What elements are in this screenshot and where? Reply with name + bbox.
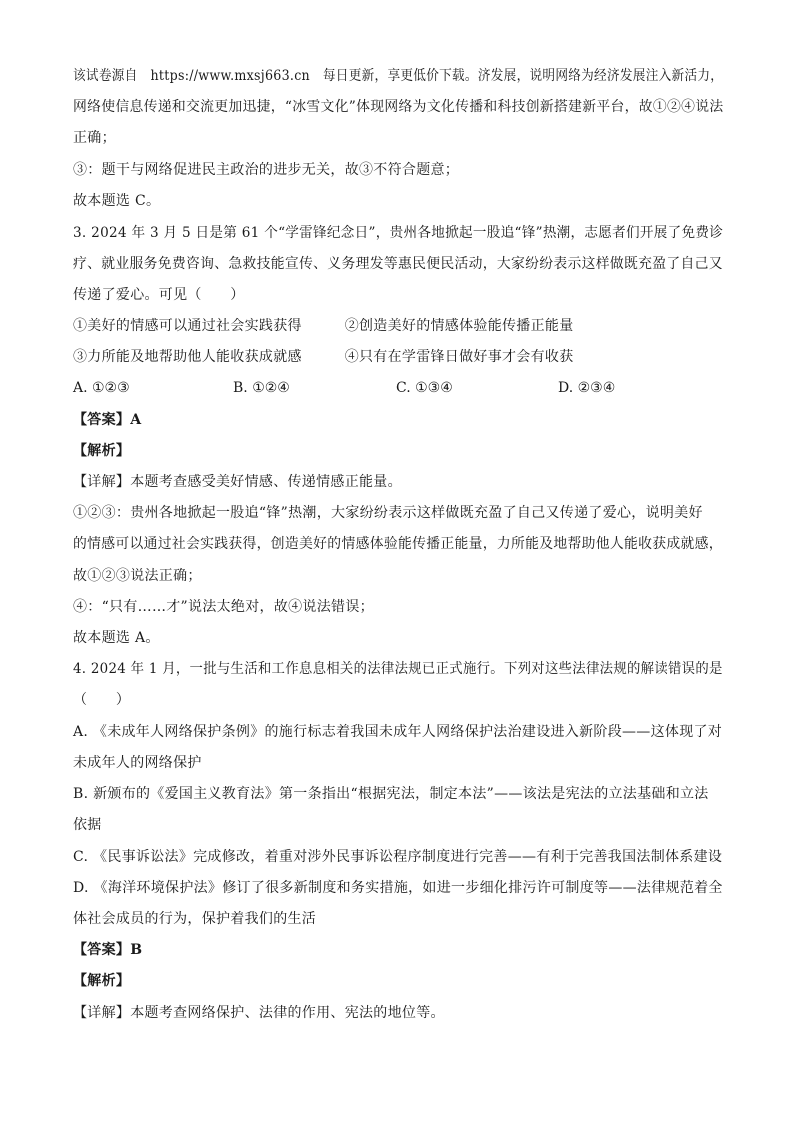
option-c: C. 《民事诉讼法》完成修改，着重对涉外民事诉讼程序制度进行完善——有利于完善我国法制体系建设	[73, 849, 723, 865]
statement-line: ①美好的情感可以通过社会实践获得 ②创造美好的情感体验能传播正能量	[73, 318, 574, 334]
question-4-stem: 4. 2024 年 1 月，一批与生活和工作息息相关的法律法规已正式施行。下列对这些法律法规的解读错误的是	[73, 661, 723, 677]
text-line: 故本题选 C。	[73, 193, 161, 209]
answer-label: 【答案】A	[73, 412, 142, 428]
text-line: 故①②③说法正确；	[73, 568, 202, 584]
analysis-label: 【解析】	[73, 973, 131, 989]
text-line: 传递了爱心。可见（ ）	[73, 287, 245, 303]
text-line: （ ）	[73, 692, 131, 708]
text-line: 未成年人的网络保护	[73, 755, 202, 771]
option-b: B. ①②④	[233, 380, 290, 396]
option-a: A. 《未成年人网络保护条例》的施行标志着我国未成年人网络保护法治建设进入新阶段——这体现了对	[73, 724, 723, 740]
text-line: 该试卷源自 https://www.mxsj663.cn 每日更新，享更低价下载。济发展，说明网络为经济发展注入新活力，	[73, 68, 724, 84]
option-b: B. 新颁布的《爱国主义教育法》第一条指出“根据宪法，制定本法”——该法是宪法的立法基础和立法	[73, 786, 709, 802]
question-3-stem: 3. 2024 年 3 月 5 日是第 61 个“学雷锋纪念日”，贵州各地掀起一股追“锋”热潮，志愿者们开展了免费诊	[73, 225, 724, 241]
option-d: D. ②③④	[558, 380, 616, 396]
detail-line: 【详解】本题考查感受美好情感、传递情感正能量。	[73, 474, 402, 490]
analysis-label: 【解析】	[73, 443, 131, 459]
text-line: 网络使信息传递和交流更加迅捷，“冰雪文化”体现网络为文化传播和科技创新搭建新平台，故①②④说法	[73, 99, 724, 115]
detail-line: 【详解】本题考查网络保护、法律的作用、宪法的地位等。	[73, 1005, 445, 1021]
text-line: ③：题干与网络促进民主政治的进步无关，故③不符合题意；	[73, 162, 460, 178]
option-a: A. ①②③	[73, 380, 130, 396]
text-line: 正确；	[73, 130, 116, 146]
option-c: C. ①③④	[396, 380, 453, 396]
text-line: ④：“只有……才”说法太绝对，故④说法错误；	[73, 599, 374, 615]
text-line: 体社会成员的行为，保护着我们的生活	[73, 911, 317, 927]
text-line: 疗、就业服务免费咨询、急救技能宣传、义务理发等惠民便民活动，大家纷纷表示这样做既充盈了自己又	[73, 256, 723, 272]
statement-line: ③力所能及地帮助他人能收获成就感 ④只有在学雷锋日做好事才会有收获	[73, 349, 574, 365]
text-line: 的情感可以通过社会实践获得，创造美好的情感体验能传播正能量，力所能及地帮助他人能收获成就感，	[73, 536, 723, 552]
option-d: D. 《海洋环境保护法》修订了很多新制度和务实措施，如进一步细化排污许可制度等——法律规范着全	[73, 880, 723, 896]
text-line: 依据	[73, 817, 102, 833]
text-line: ①②③：贵州各地掀起一股追“锋”热潮，大家纷纷表示这样做既充盈了自己又传递了爱心，说明美好	[73, 505, 703, 521]
answer-label: 【答案】B	[73, 942, 143, 958]
text-line: 故本题选 A。	[73, 630, 160, 646]
